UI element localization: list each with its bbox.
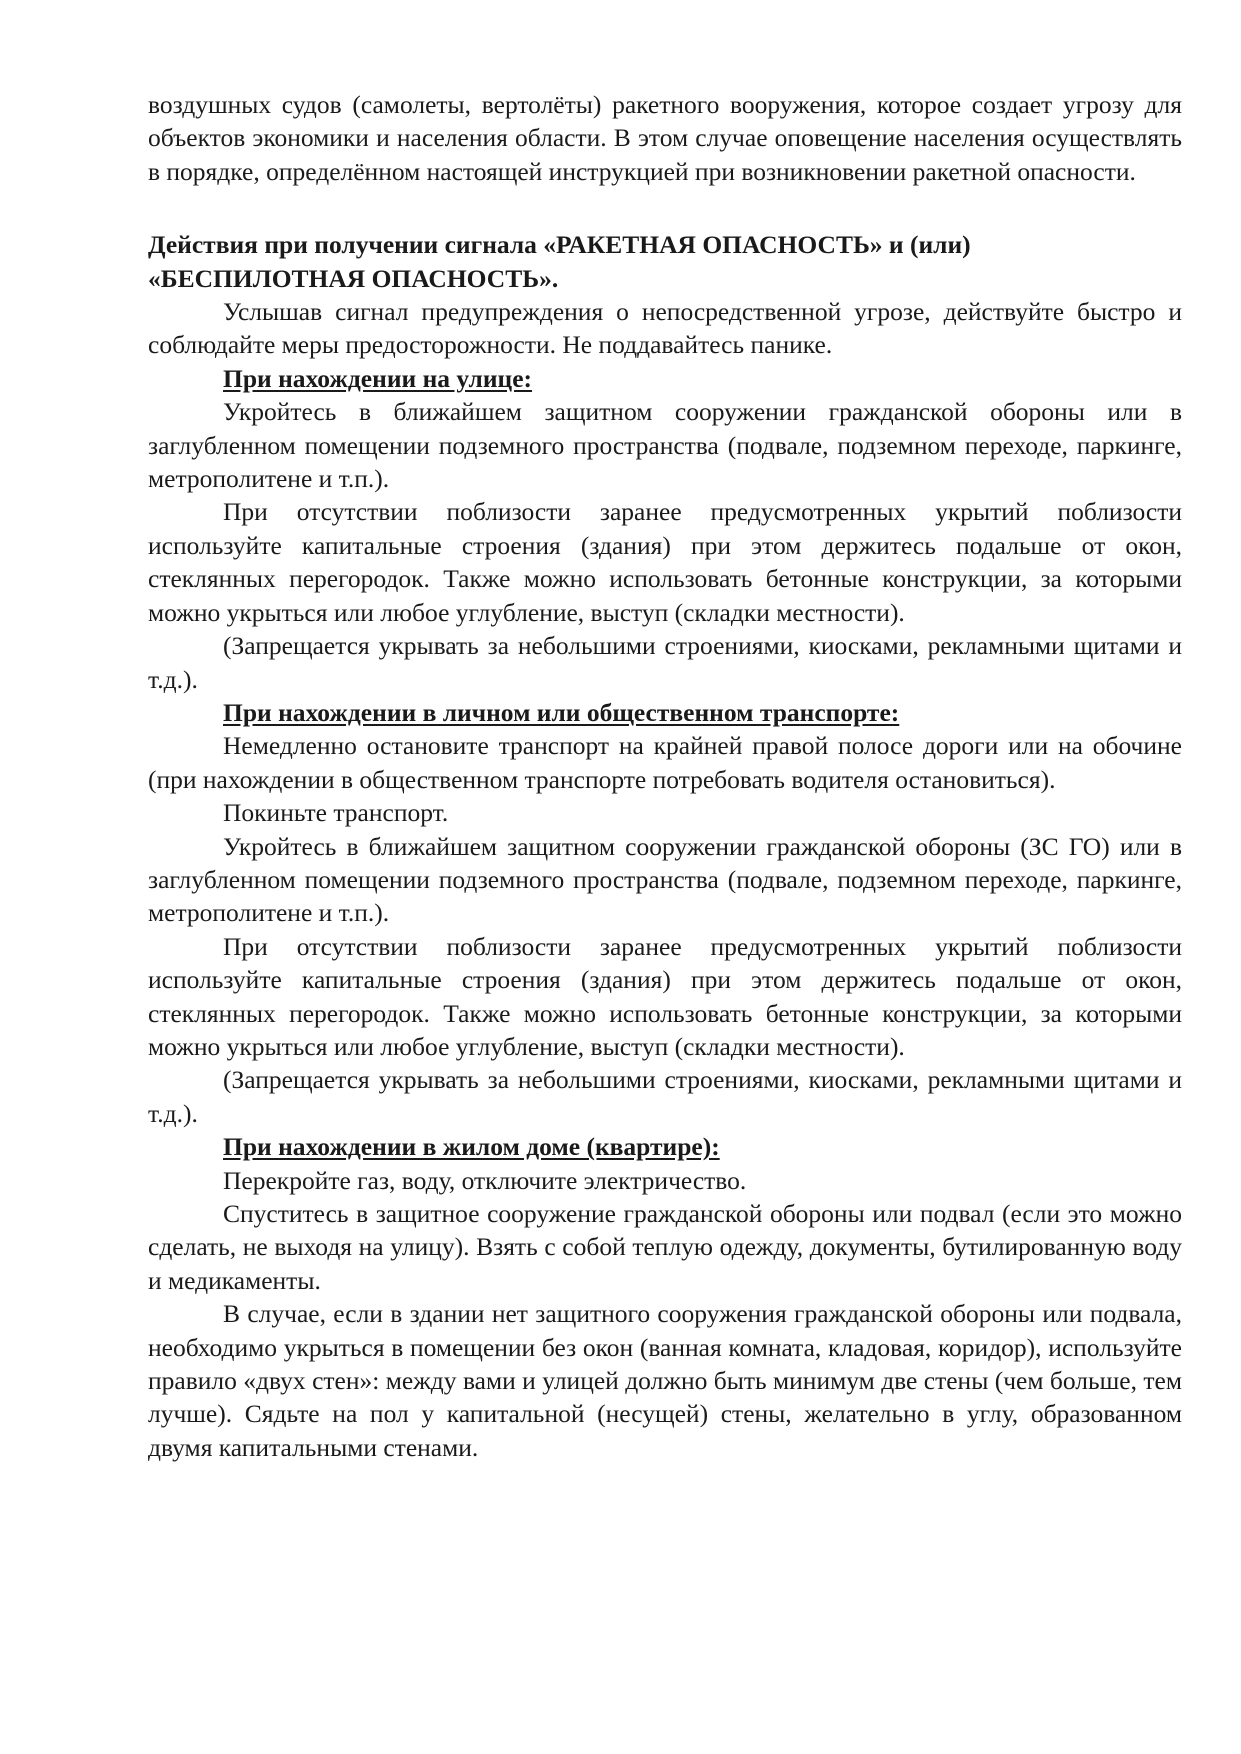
paragraph: (Запрещается укрывать за небольшими строениями, киосками, рекламными щитами и т.д.). [148, 1065, 1182, 1128]
paragraph: В случае, если в здании нет защитного сооружения гражданской обороны или подвала, необходимо укрыться в помещении без окон (ванная комната, кладовая, коридор), используйте правило «двух стен»: между вами и улицей должно быть минимум две стены (чем больше, тем лучше). Сядьте на пол у капитальной (несущей) стены, желательно в углу, образованном двумя капитальными стенами. [148, 1299, 1182, 1462]
spacer [148, 188, 1182, 228]
paragraph: (Запрещается укрывать за небольшими строениями, киосками, рекламными щитами и т.д.). [148, 631, 1182, 694]
section-title-line-1: Действия при получении сигнала «РАКЕТНАЯ ОПАСНОСТЬ» и (или) [148, 230, 971, 260]
paragraph: Спуститесь в защитное сооружение гражданской обороны или подвал (если это можно сделать, не выходя на улицу). Взять с собой теплую одежду, документы, бутилированную воду и медикаменты. [148, 1199, 1182, 1295]
subheading-transport: При нахождении в личном или общественном транспорте: [223, 697, 900, 727]
opening-paragraph: Услышав сигнал предупреждения о непосредственной угрозе, действуйте быстро и соблюдайте меры предосторожности. Не поддавайтесь панике. [148, 297, 1182, 360]
paragraph: Перекройте газ, воду, отключите электричество. [223, 1165, 747, 1195]
subheading-street: При нахождении на улице: [223, 363, 533, 393]
subheading-home: При нахождении в жилом доме (квартире): [223, 1132, 720, 1162]
paragraph: При отсутствии поблизости заранее предусмотренных укрытий поблизости используйте капитальные строения (здания) при этом держитесь подальше от окон, стеклянных перегородок. Также можно использовать бетонные конструкции, за которыми можно укрыться или любое углубление, выступ (складки местности). [148, 931, 1182, 1061]
intro-paragraph: воздушных судов (самолеты, вертолёты) ракетного вооружения, которое создает угрозу для объектов экономики и населения области. В этом случае оповещение населения осуществлять в порядке, определённом настоящей инструкцией при возникновении ракетной опасности. [148, 90, 1182, 186]
paragraph: Укройтесь в ближайшем защитном сооружении гражданской обороны (ЗС ГО) или в заглубленном помещении подземного пространства (подвале, подземном переходе, паркинге, метрополитене и т.п.). [148, 831, 1182, 928]
paragraph: Укройтесь в ближайшем защитном сооружении гражданской обороны или в заглубленном помещении подземного пространства (подвале, подземном переходе, паркинге, метрополитене и т.п.). [148, 397, 1182, 494]
paragraph: Немедленно остановите транспорт на крайней правой полосе дороги или на обочине (при нахождении в общественном транспорте потребовать водителя остановиться). [148, 731, 1182, 794]
paragraph: При отсутствии поблизости заранее предусмотренных укрытий поблизости используйте капитальные строения (здания) при этом держитесь подальше от окон, стеклянных перегородок. Также можно использовать бетонные конструкции, за которыми можно укрыться или любое углубление, выступ (складки местности). [148, 497, 1182, 627]
paragraph: Покиньте транспорт. [223, 798, 449, 828]
document-page [148, 88, 1182, 1464]
section-title-line-2: «БЕСПИЛОТНАЯ ОПАСНОСТЬ». [148, 263, 559, 293]
